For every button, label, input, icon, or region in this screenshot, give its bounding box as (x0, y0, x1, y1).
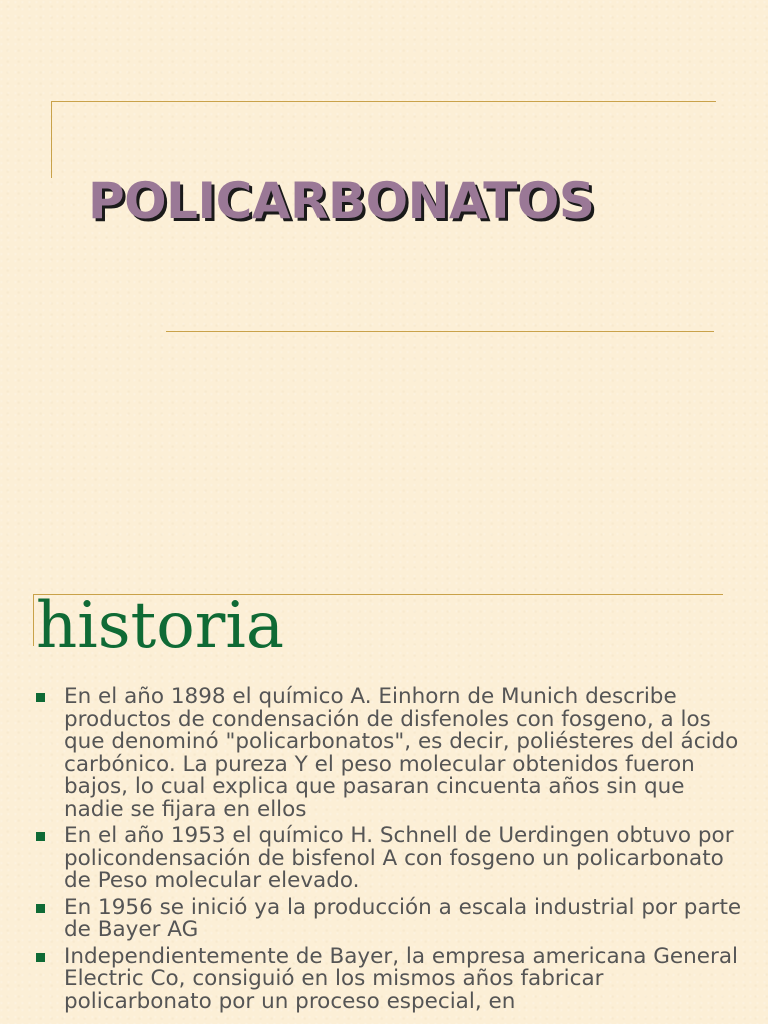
list-item (36, 686, 746, 821)
bullet-list (36, 686, 746, 1017)
historia-slide (0, 576, 768, 1024)
square-bullet-icon (36, 953, 45, 962)
slide-heading: historia (36, 589, 284, 663)
list-item-text: Independientemente de Bayer, la empresa americana General Electric Co, consiguió en los mismos años fabricar policarbonato por un proceso especial, en (64, 943, 738, 1014)
list-item-text: En 1956 se inició ya la producción a escala industrial por parte de Bayer AG (64, 894, 742, 942)
square-bullet-icon (36, 693, 45, 702)
list-item-text: En el año 1898 el químico A. Einhorn de Munich describe productos de condensación de disfenoles con fosgeno, a los que denominó "policarbonatos", es decir, poliésteres del ácido carbónico. La pureza Y el peso molecular obtenidos fueron bajos, lo cual explica que pasaran cincuenta años sin que nadie se fijara en ellos (64, 684, 739, 822)
top-accent-line (51, 101, 716, 102)
left-accent-line (33, 594, 34, 646)
title-underline (166, 331, 714, 332)
slide-title: POLICARBONATOS (88, 172, 595, 230)
left-accent-line (51, 101, 52, 178)
list-item (36, 943, 746, 1014)
list-item (36, 894, 746, 942)
square-bullet-icon (36, 904, 45, 913)
list-item-text: En el año 1953 el químico H. Schnell de Uerdingen obtuvo por policondensación de bisfenol A con fosgeno un policarbonato de Peso molecular elevado. (64, 823, 734, 893)
list-item (36, 825, 746, 893)
square-bullet-icon (36, 832, 45, 841)
